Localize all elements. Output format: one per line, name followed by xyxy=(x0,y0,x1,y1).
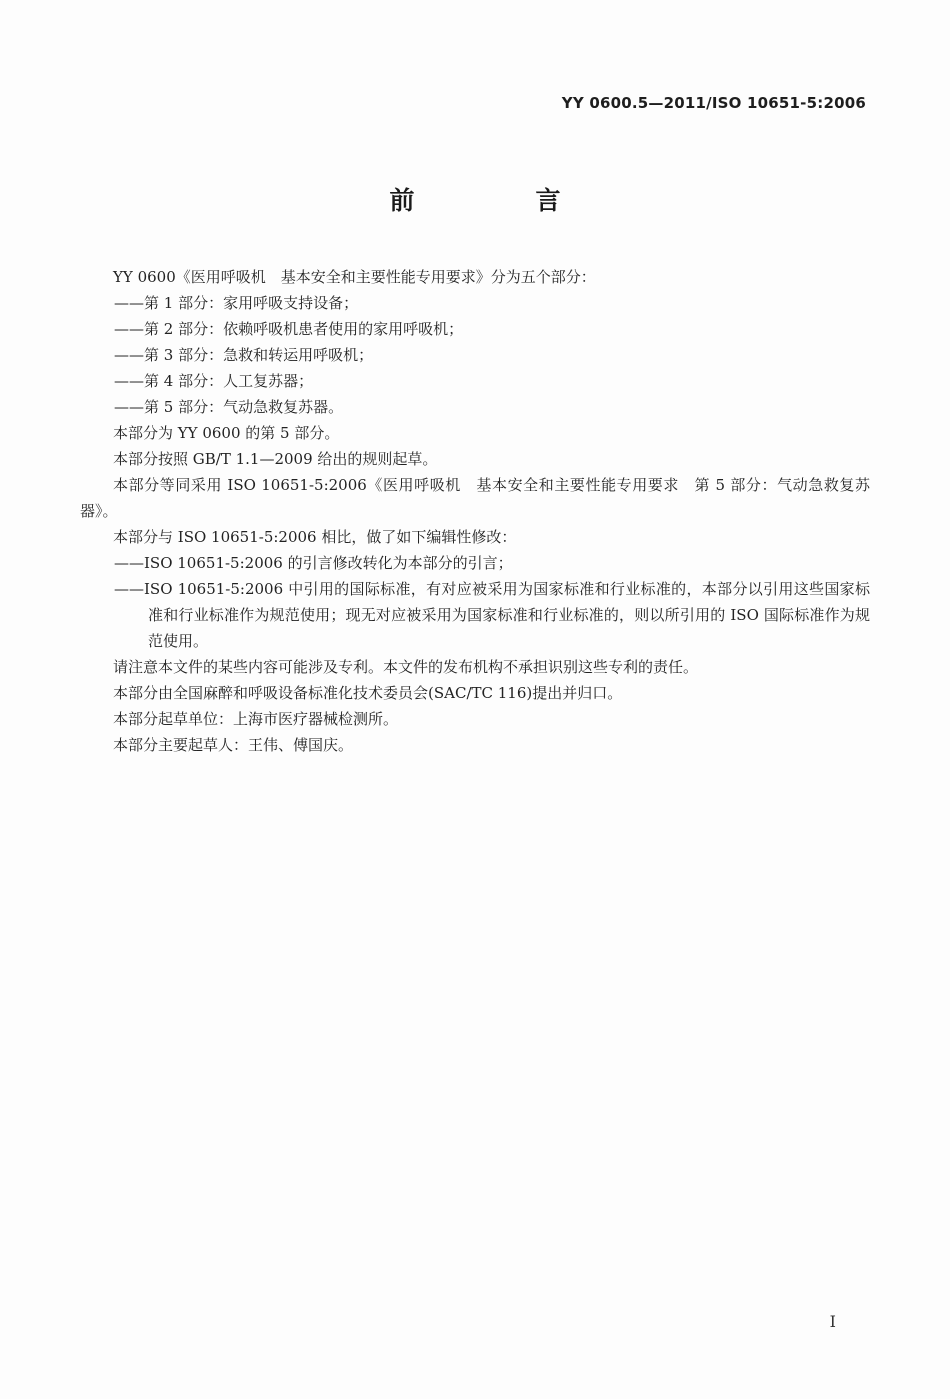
part-list-item: ——第 3 部分：急救和转运用呼吸机； xyxy=(114,346,374,364)
drafters-paragraph: 本部分主要起草人：王伟、傅国庆。 xyxy=(113,736,354,754)
drafting-rules-paragraph: 本部分按照 GB/T 1.1—2009 给出的规则起草。 xyxy=(113,450,438,468)
patent-notice-paragraph: 请注意本文件的某些内容可能涉及专利。本文件的发布机构不承担识别这些专利的责任。 xyxy=(113,658,699,676)
changes-intro-paragraph: 本部分与 ISO 10651-5:2006 相比，做了如下编辑性修改： xyxy=(113,528,517,546)
intro-paragraph: YY 0600《医用呼吸机 基本安全和主要性能专用要求》分为五个部分： xyxy=(113,268,596,286)
page-number: I xyxy=(829,1312,836,1331)
committee-paragraph: 本部分由全国麻醉和呼吸设备标准化技术委员会(SAC/TC 116)提出并归口。 xyxy=(113,684,623,702)
standard-code-header: YY 0600.5—2011/ISO 10651-5:2006 xyxy=(561,94,866,112)
part-list-item: ——第 1 部分：家用呼吸支持设备； xyxy=(114,294,359,312)
change-list-item: ——ISO 10651-5:2006 中引用的国际标准，有对应被采用为国家标准和行业标准的，本部分以引用这些国家标准和行业标准作为规范使用；现无对应被采用为国家标准和行业标准的，则以所引用的 ISO 国际标准作为规范使用。 xyxy=(114,580,870,650)
change-list-item: ——ISO 10651-5:2006 的引言修改转化为本部分的引言； xyxy=(114,554,513,572)
foreword-body xyxy=(80,264,870,758)
part-list-item: ——第 4 部分：人工复苏器； xyxy=(114,372,314,390)
part-list-item: ——第 5 部分：气动急救复苏器。 xyxy=(114,398,344,416)
adoption-paragraph: 本部分等同采用 ISO 10651-5:2006《医用呼吸机 基本安全和主要性能专用要求 第 5 部分：气动急救复苏器》。 xyxy=(80,476,870,520)
page-title: 前 言 xyxy=(389,186,609,215)
part-statement-paragraph: 本部分为 YY 0600 的第 5 部分。 xyxy=(113,424,340,442)
part-list-item: ——第 2 部分：依赖呼吸机患者使用的家用呼吸机； xyxy=(114,320,464,338)
drafting-unit-paragraph: 本部分起草单位：上海市医疗器械检测所。 xyxy=(113,710,399,728)
